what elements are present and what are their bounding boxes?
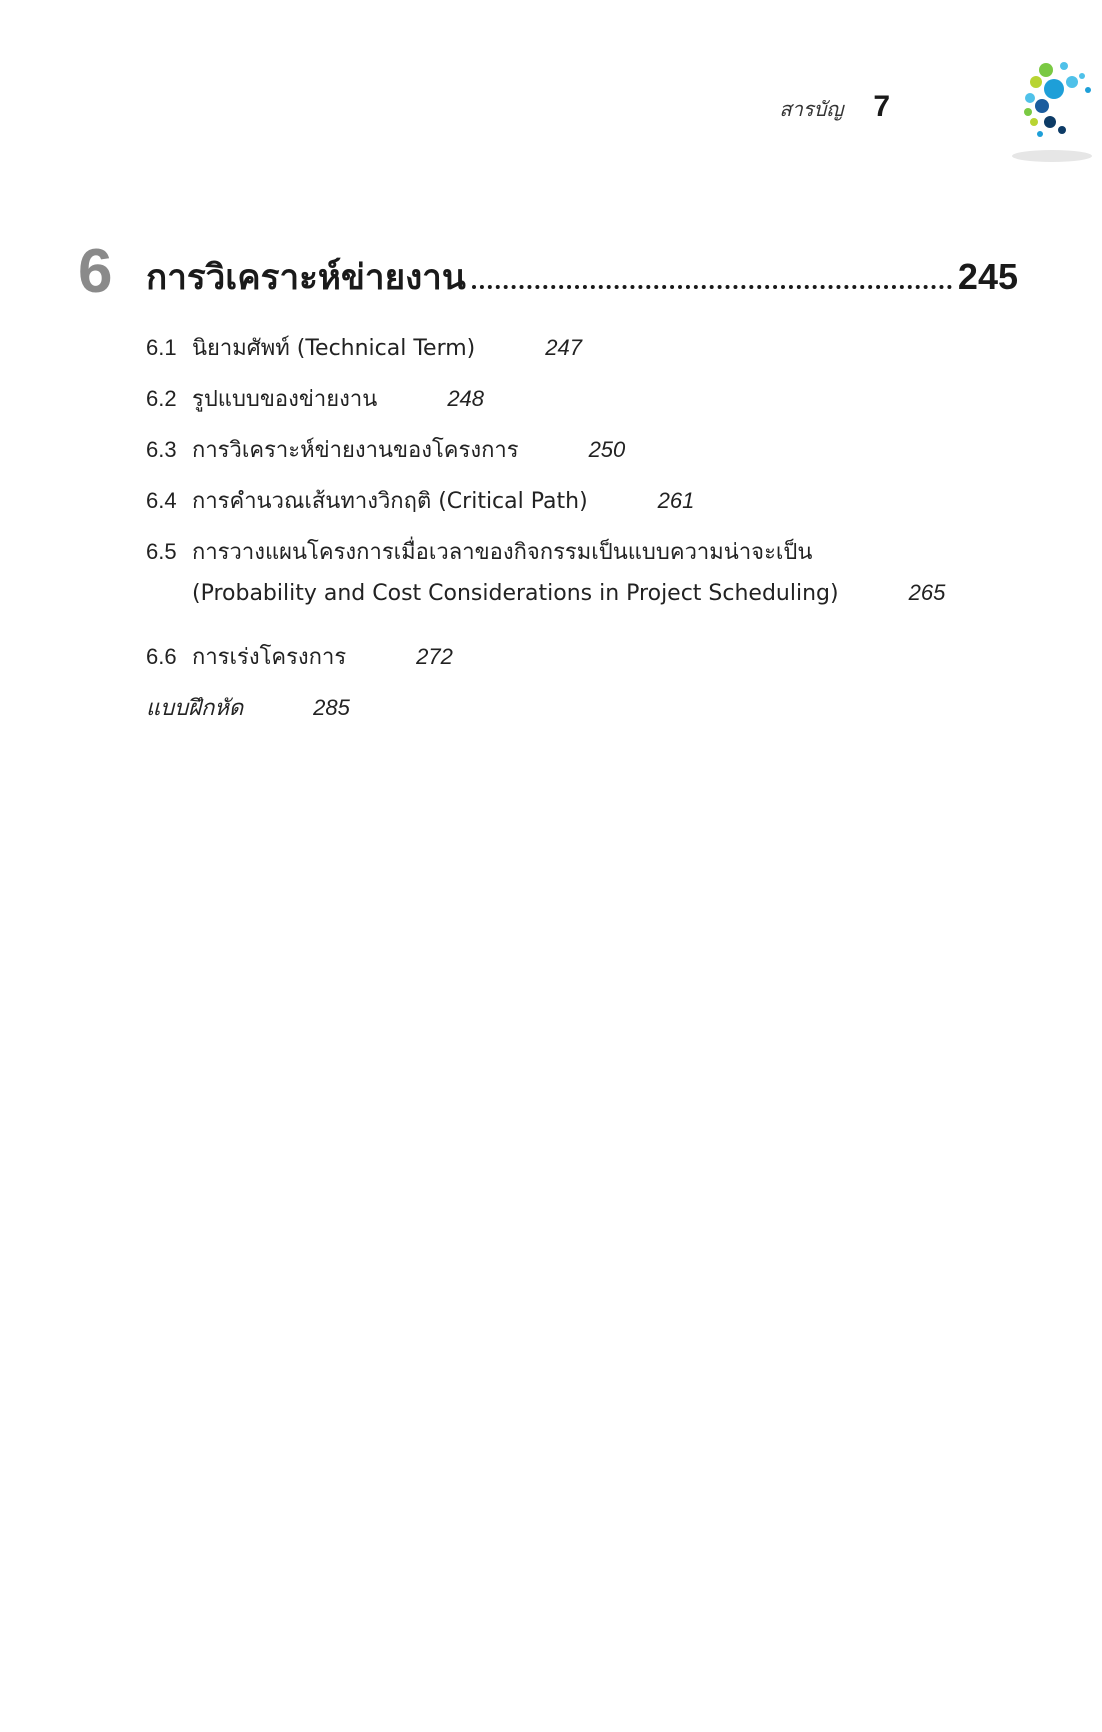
- exercise-label: แบบฝึกหัด: [146, 696, 244, 721]
- section-number: 6.4: [146, 488, 177, 513]
- section-entry-6-6[interactable]: [146, 639, 1026, 690]
- section-number: 6.1: [146, 335, 177, 360]
- section-number: 6.3: [146, 437, 177, 462]
- chapter-page: 245: [957, 256, 1018, 297]
- chapter-title: การวิเคราะห์ข่ายงาน: [146, 258, 466, 298]
- section-title: รูปแบบของข่ายงาน: [192, 387, 378, 412]
- section-entry-6-1[interactable]: [146, 330, 1026, 381]
- colored-dots-globe-logo-icon: [1000, 46, 1102, 186]
- section-page: 248: [447, 386, 485, 411]
- section-page: 272: [416, 644, 453, 669]
- running-header: [779, 90, 890, 125]
- chapter-number: 6: [78, 237, 113, 306]
- chapter-heading: [78, 236, 1018, 326]
- section-title-line-2: [146, 580, 945, 631]
- section-page: 250: [588, 437, 626, 462]
- section-entry-6-2[interactable]: [146, 381, 1026, 432]
- exercise-entry[interactable]: [146, 690, 1026, 741]
- dot-leader: [472, 284, 952, 289]
- section-page: 247: [545, 335, 582, 360]
- exercise-page: 285: [313, 695, 350, 720]
- running-title: สารบัญ: [779, 97, 844, 121]
- section-page: 265: [908, 580, 946, 605]
- section-entry-6-3[interactable]: [146, 432, 1026, 483]
- section-list: [146, 330, 1026, 741]
- section-title: การเร่งโครงการ: [192, 645, 347, 670]
- section-subtitle: (Probability and Cost Considerations in Project Scheduling): [192, 581, 839, 606]
- section-title-line-1: [146, 534, 812, 580]
- section-title: นิยามศัพท์ (Technical Term): [192, 336, 476, 361]
- section-number: 6.6: [146, 644, 177, 669]
- section-entry-6-4[interactable]: [146, 483, 1026, 534]
- section-number: 6.5: [146, 539, 177, 564]
- page-number: 7: [873, 90, 890, 123]
- chapter-title-line[interactable]: [146, 250, 1018, 305]
- section-title: การวางแผนโครงการเมื่อเวลาของกิจกรรมเป็นแบบความน่าจะเป็น: [192, 540, 813, 565]
- section-number: 6.2: [146, 386, 177, 411]
- section-title: การวิเคราะห์ข่ายงานของโครงการ: [192, 438, 519, 463]
- section-page: 261: [657, 488, 695, 513]
- section-title: การคำนวณเส้นทางวิกฤติ (Critical Path): [192, 489, 588, 514]
- section-entry-6-5[interactable]: [146, 534, 1026, 631]
